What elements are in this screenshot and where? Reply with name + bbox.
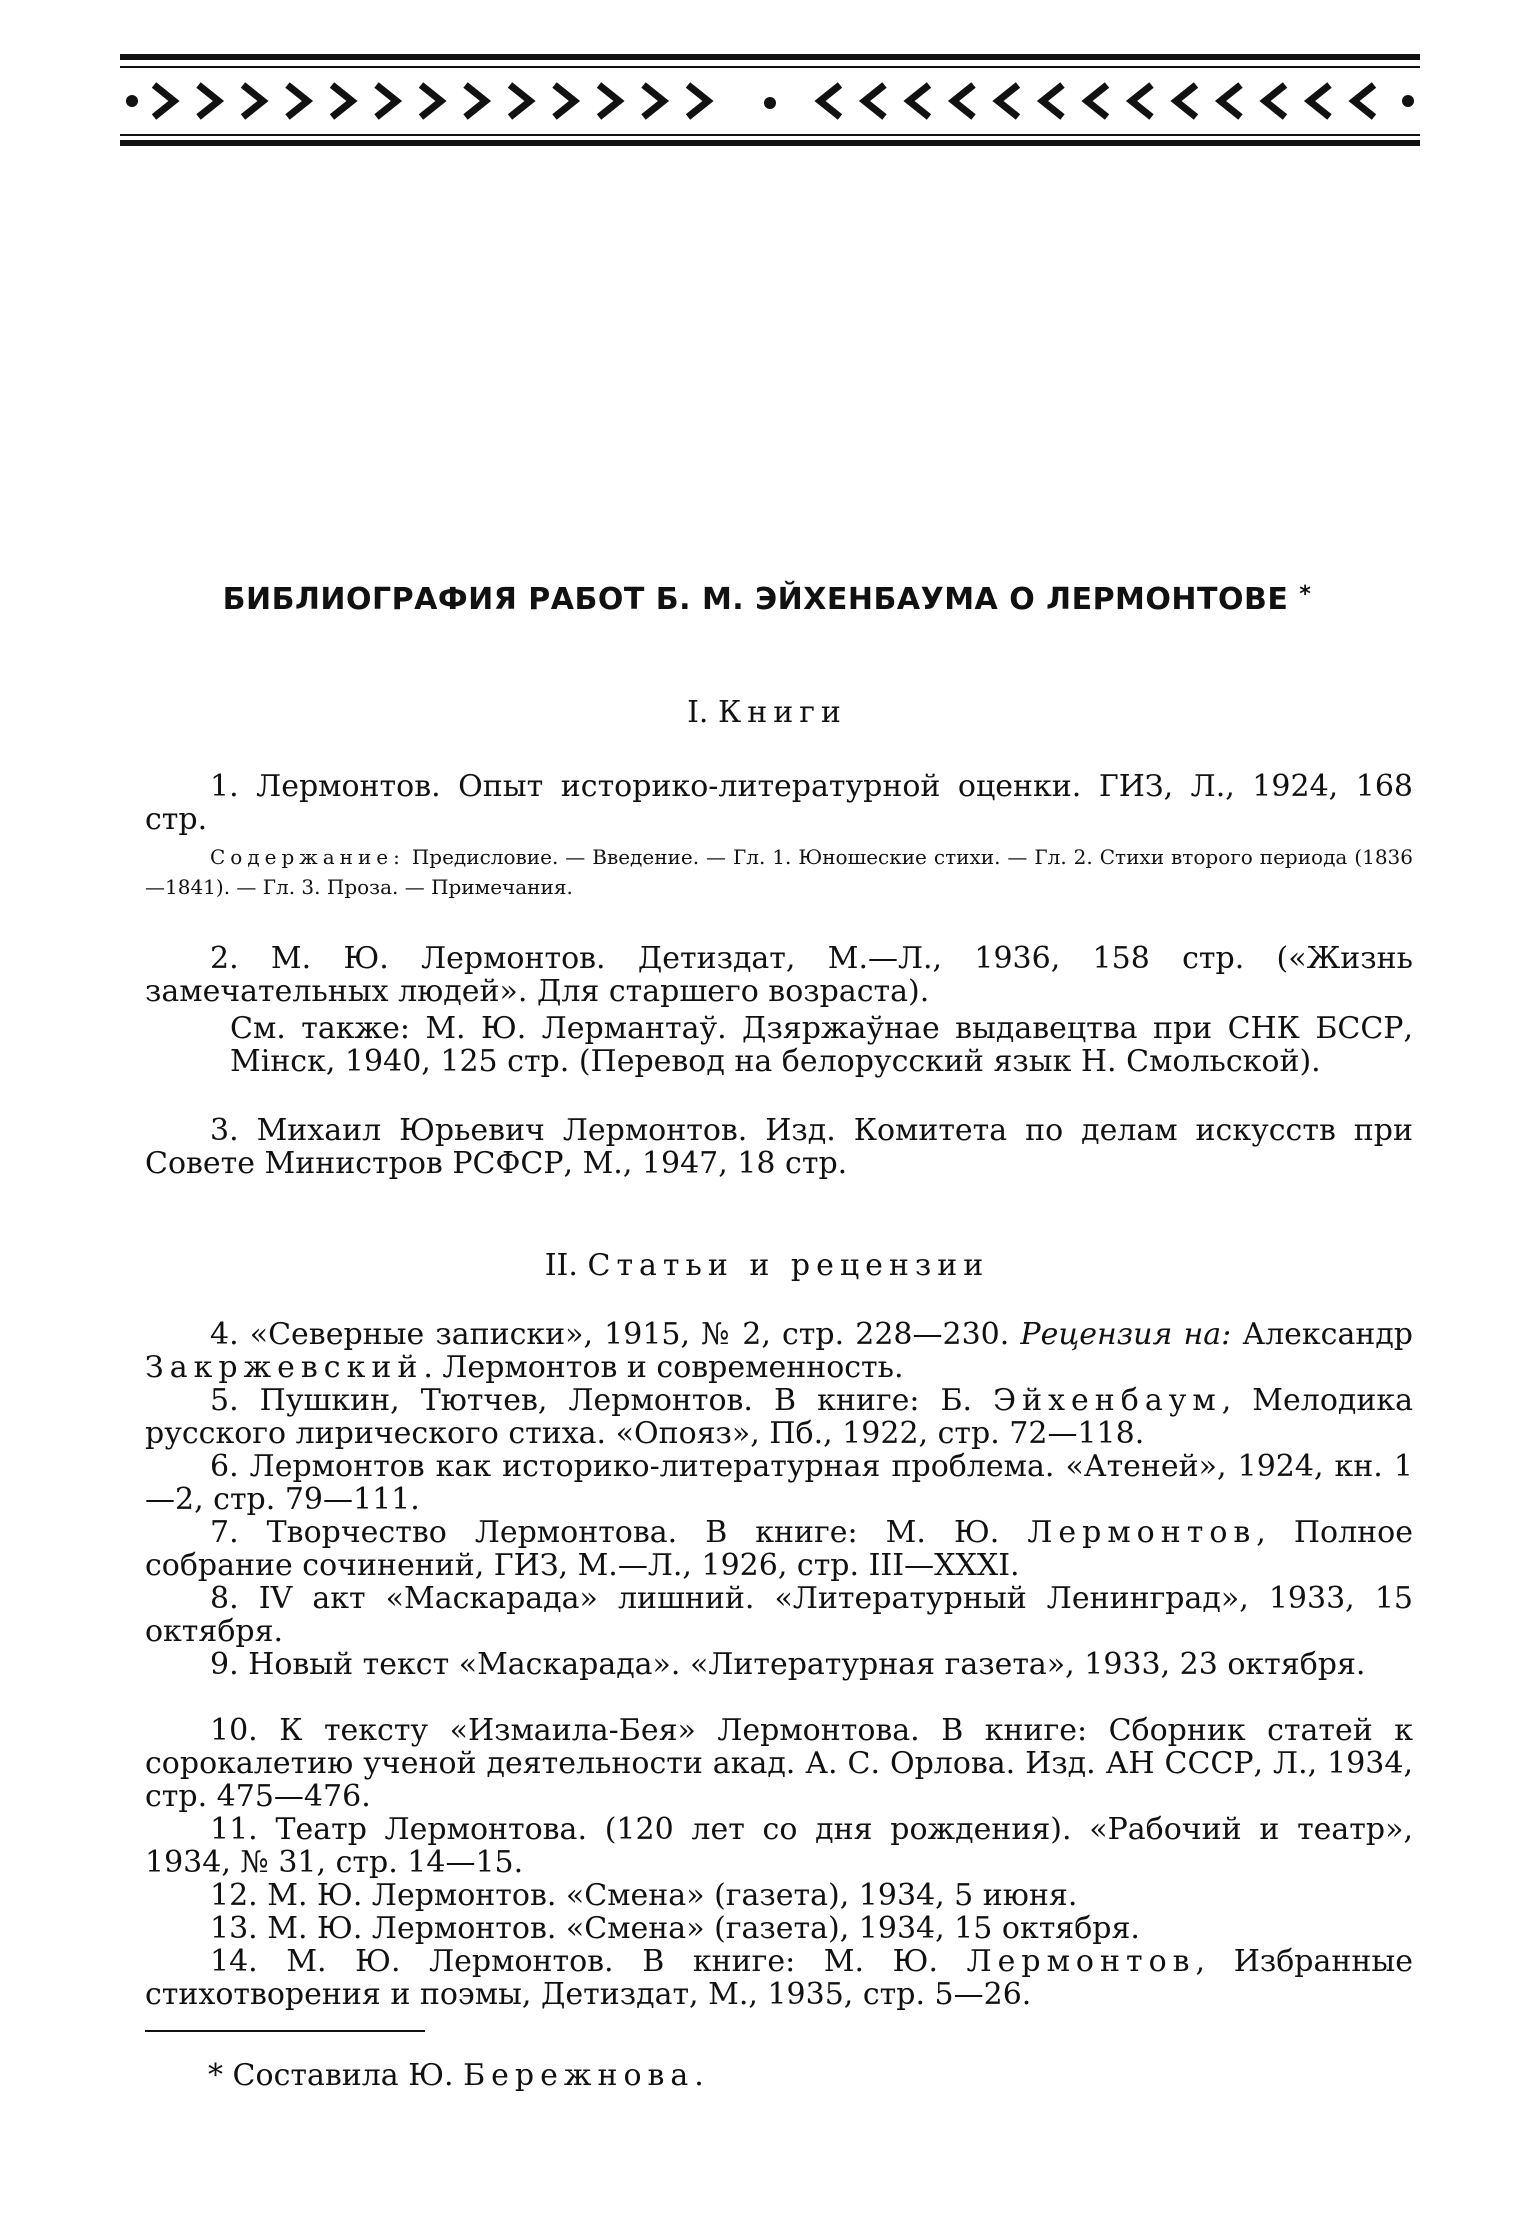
ornament-chevron-left	[1265, 85, 1285, 117]
ornament-chevron-left	[865, 85, 885, 117]
ornament-chevron-right	[243, 85, 263, 117]
bibliography-entry-10: 10. К тексту «Измаила-Бея» Лермонтова. В книге: Сборник статей к сорокалетию ученой деятельности акад. А. С. Орлова. Изд. АН СССР, Л., 1934, стр. 475—476.	[145, 1713, 1413, 1814]
ornament-chevron-left	[1132, 85, 1152, 117]
ornament-rule-top-thin	[120, 66, 1420, 68]
bibliography-entry-4	[145, 1318, 1413, 1384]
footnote-divider	[145, 2030, 425, 2032]
entry-1-contents	[145, 842, 1413, 902]
section-title-books: Книги	[718, 695, 847, 730]
ornament-chevron-left	[1310, 85, 1330, 117]
ornament-chevron-left	[1221, 85, 1241, 117]
ornament-chevron-right	[599, 85, 619, 117]
bibliography-entry-3: 3. Михаил Юрьевич Лермонтов. Изд. Комитета по делам искусств при Совете Министров РСФСР, М., 1947, 18 стр.	[145, 1113, 1413, 1181]
ornament-chevron-right	[199, 85, 219, 117]
entry-14-rest: , Избранные стихотворения и поэмы, Детиздат, М., 1935, стр. 5—26.	[145, 1944, 1413, 2012]
contents-text: Предисловие. — Введение. — Гл. 1. Юношеские стихи. — Гл. 2. Стихи второго периода (1836—1841). — Гл. 3. Проза. — Примечания.	[145, 845, 1413, 899]
ornament-rule-bottom-thick	[120, 140, 1420, 146]
footnote-mark: *	[208, 2058, 223, 2093]
bibliography-entry-8: 8. IV акт «Маскарада» лишний. «Литературный Ленинград», 1933, 15 октября.	[145, 1581, 1413, 1649]
section-heading-books	[0, 695, 1534, 730]
bibliography-entry-5	[145, 1384, 1413, 1450]
entry-7-text: 7. Творчество Лермонтова. В книге: М. Ю.	[210, 1515, 1000, 1550]
contents-label: Содержание:	[210, 845, 405, 869]
entry-4-author-first: Александр	[1242, 1317, 1413, 1352]
ornament-chevron-left	[954, 85, 974, 117]
ornament-dot-right	[1402, 95, 1414, 107]
ornament-chevron-left	[1354, 85, 1374, 117]
ornament-chevron-right	[288, 85, 308, 117]
entry-4-title: . Лермонтов и современность.	[423, 1350, 904, 1385]
ornament-chevron-right	[510, 85, 530, 117]
bibliography-entry-14	[145, 1945, 1413, 2011]
ornament-chevron-right	[555, 85, 575, 117]
section-number-articles: II.	[544, 1248, 578, 1283]
footnote	[208, 2058, 704, 2093]
ornament-dot-center	[764, 97, 776, 109]
title-footnote-mark: *	[1299, 582, 1312, 607]
bibliography-entry-1: 1. Лермонтов. Опыт историко-литературной оценки. ГИЗ, Л., 1924, 168 стр.	[145, 769, 1413, 837]
ornament-chevrons-right	[154, 85, 708, 117]
footnote-name: Бережнова	[463, 2058, 695, 2093]
entry-4-author-last: Закржевский	[145, 1350, 424, 1385]
ornament-chevron-left	[909, 85, 929, 117]
ornament-dot-left	[126, 95, 138, 107]
bibliography-entry-11: 11. Театр Лермонтова. (120 лет со дня рождения). «Рабочий и театр», 1934, № 31, стр. 14—15.	[145, 1812, 1413, 1880]
ornament-chevron-left	[1043, 85, 1063, 117]
ornament-chevrons-left	[820, 85, 1374, 117]
bibliography-entry-13: 13. М. Ю. Лермонтов. «Смена» (газета), 1934, 15 октября.	[210, 1911, 1140, 1946]
ornament-chevron-left	[820, 85, 840, 117]
ornament-chevron-right	[154, 85, 174, 117]
bibliography-entry-2: 2. М. Ю. Лермонтов. Детиздат, М.—Л., 1936, 158 стр. («Жизнь замечательных людей». Для старшего возраста).	[145, 941, 1413, 1009]
ornament-chevron-right	[688, 85, 708, 117]
section-number-books: I.	[687, 695, 709, 730]
ornament-band	[120, 50, 1420, 150]
ornament-chevron-left	[1176, 85, 1196, 117]
entry-14-author: Лермонтов	[966, 1944, 1196, 1979]
ornament-rule-top-thick	[120, 54, 1420, 60]
bibliography-entry-6: 6. Лермонтов как историко-литературная проблема. «Атеней», 1924, кн. 1—2, стр. 79—111.	[145, 1449, 1413, 1517]
section-heading-articles	[0, 1248, 1534, 1283]
title-text: БИБЛИОГРАФИЯ РАБОТ Б. М. ЭЙХЕНБАУМА О ЛЕРМОНТОВЕ	[222, 582, 1289, 617]
ornament-chevron-right	[377, 85, 397, 117]
entry-14-text: 14. М. Ю. Лермонтов. В книге: М. Ю.	[210, 1944, 938, 1979]
entry-7-rest: , Полное собрание сочинений, ГИЗ, М.—Л., 1926, стр. III—XXXI.	[145, 1515, 1413, 1583]
bibliography-entry-9: 9. Новый текст «Маскарада». «Литературная газета», 1933, 23 октября.	[210, 1647, 1366, 1682]
entry-5-rest: , Мелодика русского лирического стиха. «Опояз», Пб., 1922, стр. 72—118.	[145, 1383, 1414, 1451]
section-title-articles: Статьи и рецензии	[587, 1248, 990, 1283]
page-title	[0, 582, 1534, 617]
entry-4-text: 4. «Северные записки», 1915, № 2, стр. 228—230.	[210, 1317, 1010, 1352]
bibliography-entry-7	[145, 1516, 1413, 1582]
ornament-chevron-left	[998, 85, 1018, 117]
footnote-end: .	[694, 2058, 704, 2093]
entry-4-review-label: Рецензия на:	[1020, 1317, 1232, 1352]
entry-7-author: Лермонтов	[1027, 1515, 1257, 1550]
ornament-chevron-right	[466, 85, 486, 117]
entry-5-text: 5. Пушкин, Тютчев, Лермонтов. В книге: Б.	[210, 1383, 973, 1418]
ornament-chevron-right	[421, 85, 441, 117]
ornament-chevron-right	[332, 85, 352, 117]
ornament-chevron-right	[644, 85, 664, 117]
ornament-chevron-left	[1087, 85, 1107, 117]
footnote-text: Составила Ю.	[232, 2058, 454, 2093]
entry-5-author: Эйхенбаум	[993, 1383, 1222, 1418]
ornament-rule-bottom-thin	[120, 134, 1420, 136]
entry-2-see-also: См. также: М. Ю. Лермантаў. Дзяржаўнае выдавецтва при СНК БССР, Мінск, 1940, 125 стр. (Перевод на белорусский язык Н. Смольской).	[230, 1011, 1413, 1079]
bibliography-entry-12: 12. М. Ю. Лермонтов. «Смена» (газета), 1934, 5 июня.	[210, 1878, 1078, 1913]
